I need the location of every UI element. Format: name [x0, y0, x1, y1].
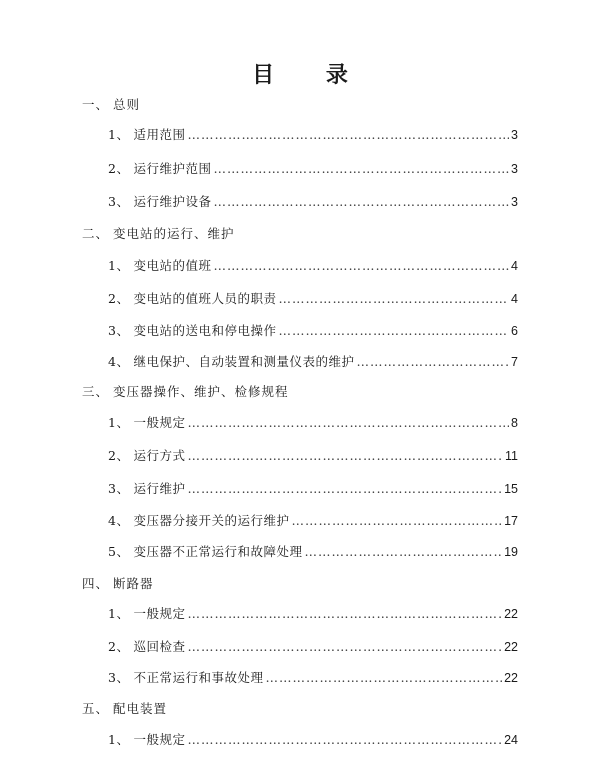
dot-leader: [278, 322, 509, 340]
section-title: 变压器操作、维护、检修规程: [113, 384, 289, 399]
toc-entry[interactable]: [108, 605, 518, 623]
entry-number: 4、: [108, 513, 130, 528]
entry-title: 不正常运行和事故处理: [133, 670, 264, 685]
toc-entry[interactable]: [108, 669, 518, 687]
entry-number: 3、: [108, 670, 130, 685]
entry-title: 继电保护、自动装置和测量仪表的维护: [133, 354, 355, 369]
entry-page-number: 17: [504, 514, 518, 528]
toc-section-heading[interactable]: [82, 575, 512, 593]
toc-entry[interactable]: [108, 257, 518, 275]
entry-number: 3、: [108, 323, 130, 338]
entry-page-number: 3: [511, 162, 518, 176]
toc-entry[interactable]: [108, 353, 518, 371]
toc-entry[interactable]: [108, 731, 518, 749]
dot-leader: [187, 126, 509, 144]
entry-title: 一般规定: [133, 415, 186, 430]
dot-leader: [213, 160, 509, 178]
dot-leader: [187, 605, 502, 623]
entry-page-number: 7: [511, 355, 518, 369]
toc-entry[interactable]: [108, 543, 518, 561]
entry-page-number: 15: [504, 482, 518, 496]
dot-leader: [187, 447, 503, 465]
dot-leader: [187, 638, 502, 656]
entry-title: 变压器不正常运行和故障处理: [133, 544, 303, 559]
entry-title: 一般规定: [133, 606, 186, 621]
section-number: 五、: [82, 701, 110, 716]
entry-page-number: 3: [511, 195, 518, 209]
dot-leader: [213, 257, 509, 275]
entry-page-number: 19: [504, 545, 518, 559]
toc-entry[interactable]: [108, 193, 518, 211]
entry-number: 2、: [108, 291, 130, 306]
entry-title: 变电站的值班: [133, 258, 212, 273]
dot-leader: [356, 353, 509, 371]
entry-number: 1、: [108, 606, 130, 621]
toc-entry[interactable]: [108, 414, 518, 432]
entry-number: 3、: [108, 194, 130, 209]
toc-entry[interactable]: [108, 512, 518, 530]
entry-page-number: 22: [504, 607, 518, 621]
dot-leader: [187, 731, 502, 749]
section-title: 总则: [113, 97, 141, 112]
section-number: 三、: [82, 384, 110, 399]
toc-entry[interactable]: [108, 480, 518, 498]
dot-leader: [291, 512, 502, 530]
toc-section-heading[interactable]: [82, 96, 512, 114]
toc-entry[interactable]: [108, 638, 518, 656]
toc-entry[interactable]: [108, 126, 518, 144]
entry-number: 5、: [108, 544, 130, 559]
entry-title: 变压器分接开关的运行维护: [133, 513, 290, 528]
toc-section-heading[interactable]: [82, 383, 512, 401]
dot-leader: [278, 290, 509, 308]
section-number: 四、: [82, 576, 110, 591]
entry-page-number: 4: [511, 259, 518, 273]
section-title: 配电装置: [113, 701, 168, 716]
section-number: 二、: [82, 226, 110, 241]
entry-page-number: 24: [504, 733, 518, 747]
section-title: 变电站的运行、维护: [113, 226, 235, 241]
entry-number: 1、: [108, 258, 130, 273]
entry-page-number: 4: [511, 292, 518, 306]
entry-number: 2、: [108, 639, 130, 654]
toc-entry[interactable]: [108, 160, 518, 178]
entry-title: 运行方式: [133, 448, 186, 463]
entry-number: 1、: [108, 415, 130, 430]
entry-number: 1、: [108, 732, 130, 747]
entry-page-number: 11: [505, 449, 518, 463]
toc-entry[interactable]: [108, 290, 518, 308]
dot-leader: [304, 543, 502, 561]
entry-page-number: 3: [511, 128, 518, 142]
toc-entry[interactable]: [108, 447, 518, 465]
entry-page-number: 8: [511, 416, 518, 430]
section-title: 断路器: [113, 576, 154, 591]
entry-page-number: 22: [504, 640, 518, 654]
dot-leader: [213, 193, 509, 211]
entry-page-number: 22: [504, 671, 518, 685]
entry-title: 运行维护: [133, 481, 186, 496]
entry-title: 变电站的值班人员的职责: [133, 291, 277, 306]
section-number: 一、: [82, 97, 110, 112]
entry-title: 运行维护设备: [133, 194, 212, 209]
entry-title: 巡回检查: [133, 639, 186, 654]
entry-title: 运行维护范围: [133, 161, 212, 176]
entry-page-number: 6: [511, 324, 518, 338]
entry-title: 变电站的送电和停电操作: [133, 323, 277, 338]
toc-section-heading[interactable]: [82, 700, 512, 718]
page-title: 目 录: [252, 62, 370, 88]
entry-number: 2、: [108, 448, 130, 463]
dot-leader: [187, 480, 502, 498]
entry-title: 适用范围: [133, 127, 186, 142]
entry-number: 4、: [108, 354, 130, 369]
dot-leader: [265, 669, 502, 687]
entry-number: 3、: [108, 481, 130, 496]
toc-entry[interactable]: [108, 322, 518, 340]
entry-number: 2、: [108, 161, 130, 176]
toc-section-heading[interactable]: [82, 225, 512, 243]
entry-number: 1、: [108, 127, 130, 142]
dot-leader: [187, 414, 509, 432]
entry-title: 一般规定: [133, 732, 186, 747]
